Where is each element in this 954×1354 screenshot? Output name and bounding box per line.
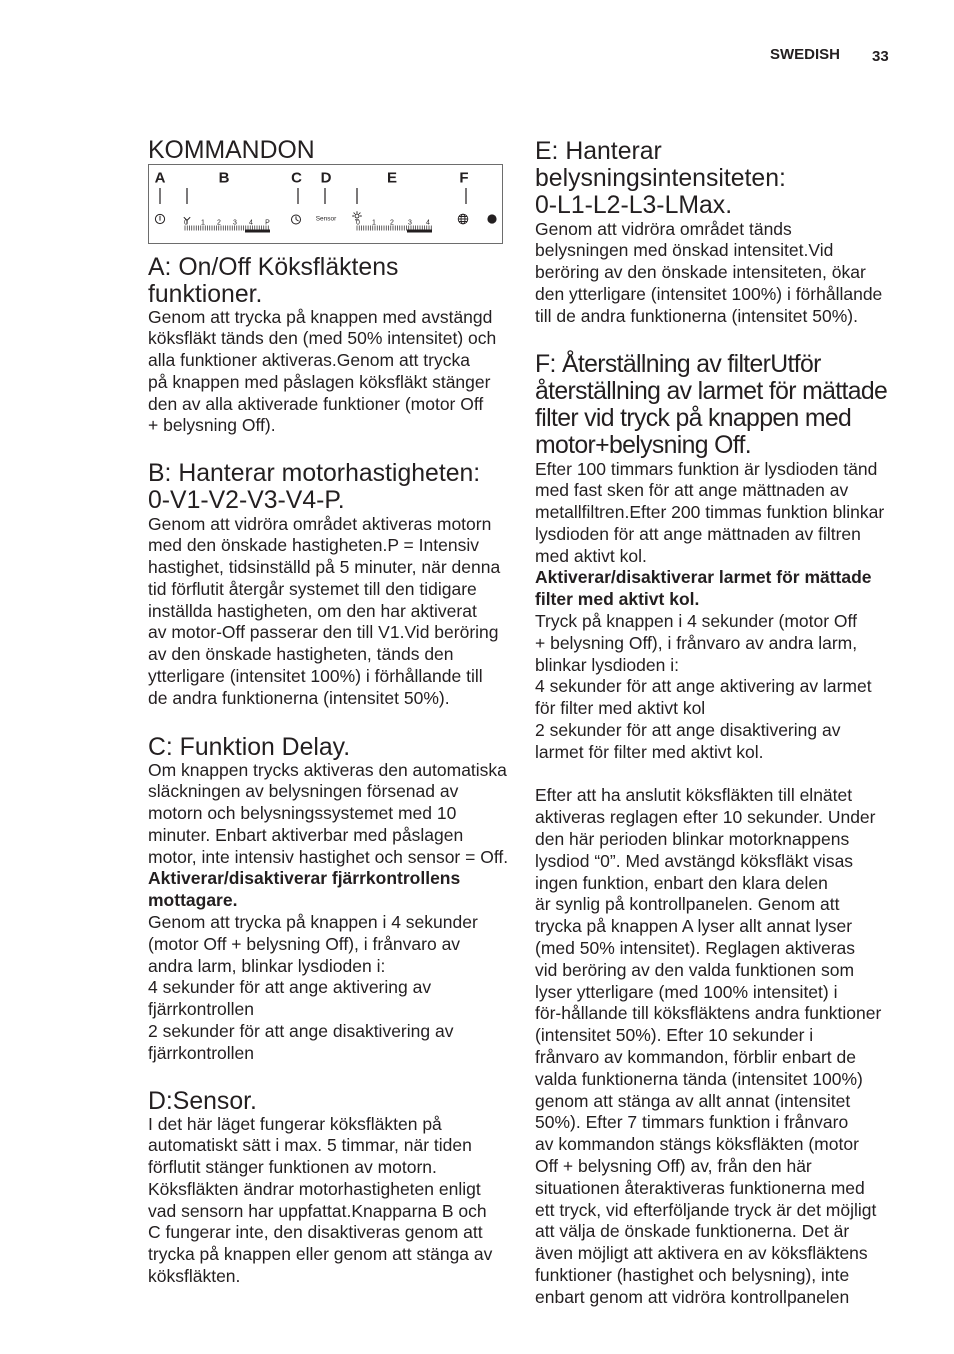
light-label-0: 0 [356,219,360,227]
section-f-text-after: Tryck på knappen i 4 sekunder (motor Off + belysning Off), i frånvaro av andra larm, blinkar lysdioden i: 4 sekunder för att ange aktivering av larmet för filter med aktivt kol 2 sekunder för att ange disaktivering av larmet för filter med aktivt kol. [535,611,872,762]
section-c-body [148,760,508,1065]
section-a-body [148,307,496,438]
key-label-c: C [291,169,302,187]
page-number: 33 [872,48,889,65]
delay-icon [292,215,301,224]
speed-scale-bar [245,230,270,233]
light-label-4: 4 [426,219,430,227]
key-label-a: A [154,169,166,187]
key-pointer-lines [160,188,466,204]
speed-label-4: 4 [249,219,253,227]
power-icon [155,214,164,223]
section-c-heading: C: Funktion Delay. [148,733,351,761]
section-f-body [535,459,884,1309]
section-f-note: Efter att ha anslutit köksfläkten till elnätet aktiveras reglagen efter 10 sekunder. Under den här perioden blinkar motorknappens lysdiod “0”. Med avstängd köksfläkt visas ingen funktion, enbart den klara delen är synlig på kontrollpanelen. Genom att trycka på knappen A lyser allt annat lyser (med 50% intensitet). Reglagen aktiveras vid beröring av den valda funktionen som lyser ytterligare (med 100% intensitet) i för-hållande till köksfläktens andra funktioner (intensitet 50%). Efter 10 sekunder i frånvaro av kommandon, förblir enbart de valda funktionerna tända (intensitet 100%) genom att stänga av allt annat (intensitet 50%). Efter 7 timmars funktion i frånvaro av kommandon stängs köksfläkten (motor Off + belysning Off) av, från den här situationen återaktiveras funktionerna med ett tryck, vid efterföljande tryck är det möjligt att välja de önskade funktionerna. Det är även möjligt att aktivera en av köksfläktens funktioner (hastighet och belysning), inte enbart genom att vidröra kontrollpanelen [535,785,882,1307]
section-b-body [148,514,500,710]
section-b-text: Genom att vidröra området aktiveras motorn med den önskade hastigheten.P = Intensiv hastighet, tidsinställd på 5 minuter, när denna tid förflutit återgår systemet till den tidigare inställda hastigheten, om den har aktiverat av motor-Off passerar den till V1.Vid beröring av den önskade hastigheten, tänds den ytterligare (intensitet 100%) i förhållande till de andra funktionerna (intensitet 50%). [148,513,501,708]
speed-label-1: 1 [201,219,205,227]
control-panel-diagram [148,164,503,244]
section-b-heading: B: Hanterar motorhastigheten: 0-V1-V2-V3-V4-P. [148,459,481,514]
section-e-heading: E: Hanterar belysningsintensiteten: 0-L1-L2-L3-LMax. [535,137,786,220]
globe-parallels [458,217,468,222]
sensor-label: Sensor [315,215,337,223]
section-f-bold-subheading: Aktiverar/disaktiverar larmet för mättade filter med aktivt kol. [535,567,872,610]
commands-title: KOMMANDON [148,137,315,164]
filter-globe-icon [458,214,468,224]
lamp-icon-bulb [355,214,359,218]
section-f-text: Efter 100 timmars funktion är lysdioden tänd med fast sken för att ange mättnaden av metallfiltren.Efter 200 timmas funktion blinkar lysdioden för att ange mättnaden av filtren med aktivt kol. [535,458,885,566]
section-a-text: Genom att trycka på knappen med avstängd köksfläkt tänds den (med 50% intensitet) och alla funktioner aktiveras.Genom att trycka på knappen med påslagen köksfläkt stänger den av alla aktiverade funktioner (motor Off + belysning Off). [148,306,497,436]
key-label-d: D [320,169,332,187]
key-label-e: E [386,169,398,187]
speed-scale-labels [184,220,270,227]
speed-label-0: 0 [184,219,188,227]
section-c-text-after: Genom att trycka på knappen i 4 sekunder (motor Off + belysning Off), i frånvaro av andra larm, blinkar lysdioden i: 4 sekunder för att ange aktivering av fjärrkontrollen 2 sekunder för att ange disaktivering av fjärrkontrollen [148,912,478,1063]
light-scale-bar [407,230,432,233]
light-scale-labels [356,220,430,227]
light-label-1: 1 [372,219,376,227]
section-f-heading: F: Återställning av filterUtför återställning av larmet för mättade filter vid tryck på knappen med motor+belysning Off. [535,350,888,460]
section-c-text: Om knappen trycks aktiveras den automatiska släckningen av belysningen försenad av motorn och belysningssystemet med 10 minuter. Enbart aktiverbar med påslagen motor, inte intensiv hastighet och sensor = Off. [148,759,509,867]
section-e-body [535,219,882,328]
section-e-text: Genom att vidröra området tänds belysningen med önskad intensitet.Vid beröring av den önskade intensiteten, ökar den ytterligare (intensitet 100%) i förhållande till de andra funktionerna (intensitet 50%). [535,218,883,326]
light-label-3: 3 [408,219,412,227]
speed-label-3: 3 [233,219,237,227]
speed-label-p: P [265,219,270,227]
section-d-body [148,1114,492,1288]
section-c-bold-subheading: Aktiverar/disaktiverar fjärrkontrollens mottagare. [148,868,461,911]
key-label-f: F [459,169,469,187]
section-a-heading: A: On/Off Köksfläktens funktioner. [148,254,399,309]
speed-label-2: 2 [217,219,221,227]
filter-led-dot-icon [487,214,496,223]
header-language: SWEDISH [770,46,841,63]
section-d-text: I det här läget fungerar köksfläkten på automatiskt sätt i max. 5 timmar, när tiden förflutit stänger funktionen av motorn. Köksfläkten ändrar motorhastigheten enligt vad sensorn har uppfattat.Knapparna B och C fungerar inte, den disaktiveras genom att trycka på knappen eller genom att stänga av köksfläkten. [148,1113,493,1287]
light-label-2: 2 [390,219,394,227]
key-label-b: B [218,169,230,187]
section-d-heading: D:Sensor. [148,1087,257,1115]
lamp-icon [352,211,362,220]
delay-icon-hands [296,216,299,221]
lamp-icon-rays [352,211,362,220]
